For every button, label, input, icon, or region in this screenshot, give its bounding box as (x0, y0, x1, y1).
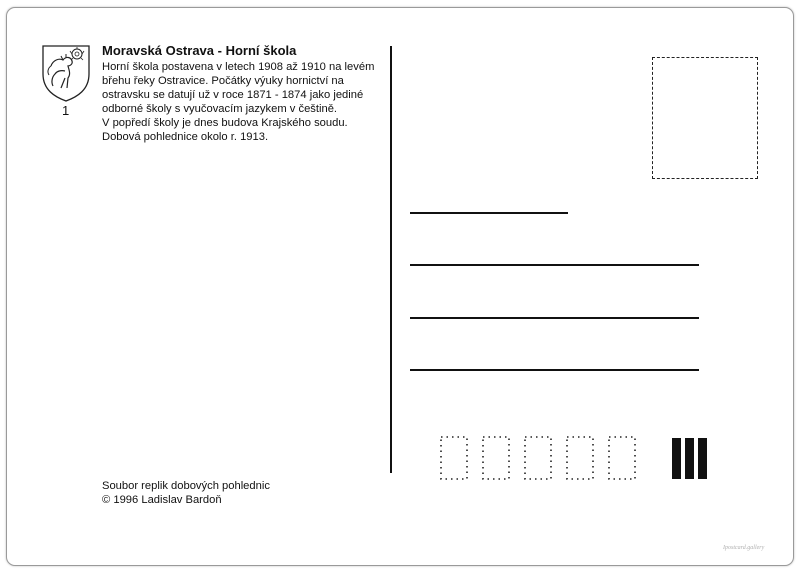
copyright-line: © 1996 Ladislav Bardoň (102, 494, 222, 506)
series-line: Soubor replik dobových pohlednic (102, 480, 270, 492)
description-line: V popředí školy je dnes budova Krajského soudu. (102, 117, 348, 129)
postcard-title: Moravská Ostrava - Horní škola (102, 43, 297, 58)
address-line (410, 212, 568, 214)
description-line: ostravsku se datují už v roce 1871 - 1874 jako jediné (102, 89, 364, 101)
address-line (410, 264, 699, 266)
postal-code-boxes-icon (440, 436, 640, 480)
description-line: břehu řeky Ostravice. Počátky výuky hornictví na (102, 75, 344, 87)
postcard-footer (102, 479, 270, 507)
coat-of-arms-icon (41, 44, 91, 102)
watermark: Ipostcard.gallery (723, 545, 765, 551)
address-line (410, 317, 699, 319)
center-divider (390, 46, 392, 473)
barcode-icon (672, 438, 712, 479)
description-line: odborné školy s vyučovacím jazykem v češtině. (102, 103, 338, 115)
stamp-placeholder-icon (652, 57, 758, 179)
address-line (410, 369, 699, 371)
card-number: 1 (62, 103, 70, 118)
postcard-description (102, 60, 376, 144)
description-line: Horní škola postavena v letech 1908 až 1910 na levém (102, 61, 375, 73)
description-line: Dobová pohlednice okolo r. 1913. (102, 131, 269, 143)
postcard-back (6, 7, 794, 566)
